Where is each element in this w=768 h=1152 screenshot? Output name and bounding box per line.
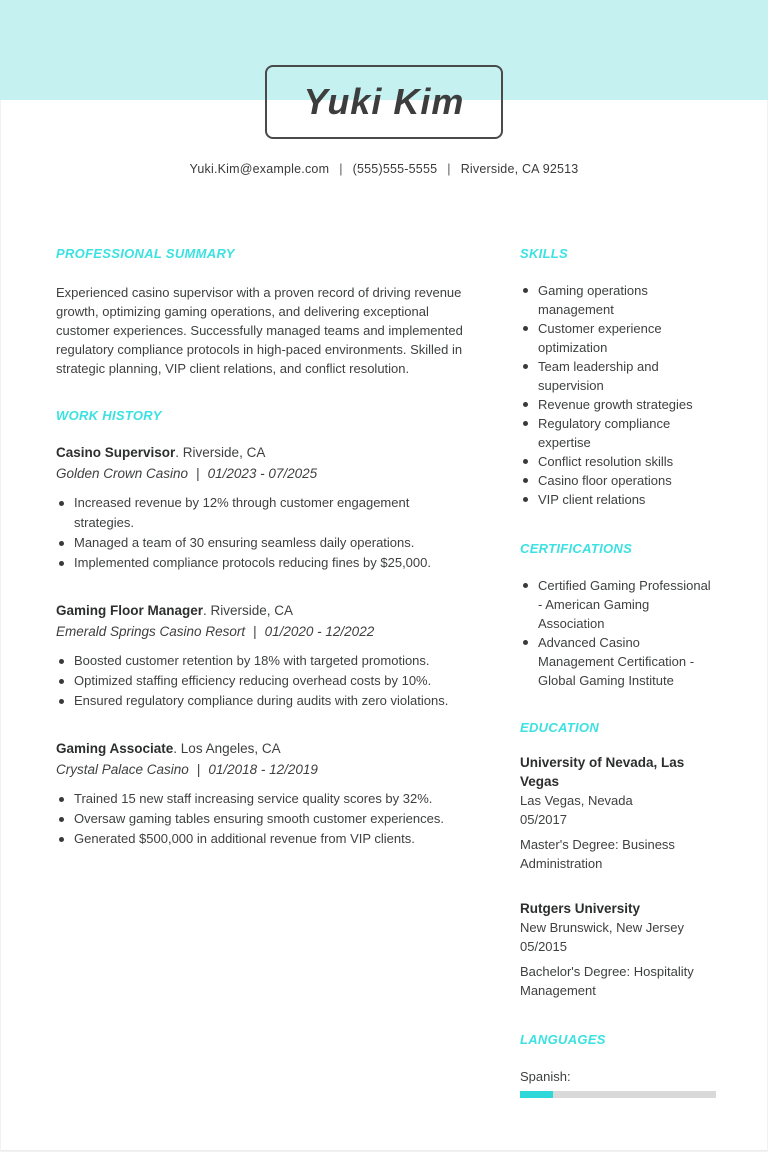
skill-item: Casino floor operations (520, 471, 716, 490)
education-location: Las Vegas, Nevada (520, 793, 633, 808)
education-school: Rutgers University (520, 901, 641, 916)
certification-item: Advanced Casino Management Certification - Global Gaming Institute (520, 633, 716, 690)
job-entry (56, 443, 472, 573)
education-degree: Bachelor's Degree: Hospitality Management (520, 964, 694, 998)
skill-item: Customer experience optimization (520, 319, 716, 357)
job-bullet: Oversaw gaming tables ensuring smooth customer experiences. (56, 809, 472, 829)
job-company-line (56, 760, 472, 779)
section-title-education: EDUCATION (520, 720, 600, 735)
language-item (520, 1067, 716, 1098)
job-bullet-list (56, 651, 472, 711)
job-dates: 01/2023 - 07/2025 (207, 466, 318, 481)
job-bullet: Trained 15 new staff increasing service quality scores by 32%. (56, 789, 472, 809)
education-entry (520, 899, 716, 1000)
job-separator: | (196, 466, 200, 481)
job-title: Gaming Floor Manager (56, 603, 204, 618)
language-proficiency-track (520, 1091, 716, 1098)
language-proficiency-fill (520, 1091, 553, 1098)
job-header (56, 739, 472, 758)
certification-item: Certified Gaming Professional - American Gaming Association (520, 576, 716, 633)
name-box (265, 65, 503, 139)
education-entry (520, 753, 716, 873)
job-entry (56, 601, 472, 711)
job-bullet: Optimized staffing efficiency reducing overhead costs by 10%. (56, 671, 472, 691)
job-location: . Los Angeles, CA (173, 741, 281, 756)
job-bullet: Ensured regulatory compliance during audits with zero violations. (56, 691, 472, 711)
job-separator: | (196, 762, 201, 777)
skill-item: VIP client relations (520, 490, 716, 509)
skill-item: Revenue growth strategies (520, 395, 716, 414)
section-title-professional-summary: PROFESSIONAL SUMMARY (56, 246, 235, 261)
education-school: University of Nevada, Las Vegas (520, 755, 685, 789)
job-company-line (56, 622, 472, 641)
education-date: 05/2015 (520, 939, 567, 954)
job-bullet-list (56, 493, 472, 573)
contact-phone: (555)555-5555 (352, 162, 438, 176)
contact-separator: | (447, 162, 451, 176)
contact-line (0, 162, 768, 176)
contact-email: Yuki.Kim@example.com (189, 162, 330, 176)
skill-item: Team leadership and supervision (520, 357, 716, 395)
skills-list (520, 281, 716, 509)
job-header (56, 601, 472, 620)
skill-item: Regulatory compliance expertise (520, 414, 716, 452)
job-dates: 01/2020 - 12/2022 (264, 624, 375, 639)
job-dates: 01/2018 - 12/2019 (208, 762, 318, 777)
skill-item: Gaming operations management (520, 281, 716, 319)
section-title-work-history: WORK HISTORY (56, 408, 162, 423)
skill-item: Conflict resolution skills (520, 452, 716, 471)
content-columns (0, 246, 768, 1098)
job-header (56, 443, 472, 462)
contact-separator: | (339, 162, 343, 176)
left-column (56, 246, 472, 1098)
job-location: . Riverside, CA (203, 603, 294, 618)
job-location: . Riverside, CA (175, 445, 266, 460)
job-separator: | (253, 624, 257, 639)
section-title-languages: LANGUAGES (520, 1032, 606, 1047)
education-location: New Brunswick, New Jersey (520, 920, 684, 935)
job-bullet: Managed a team of 30 ensuring seamless daily operations. (56, 533, 472, 553)
job-company-line (56, 464, 472, 483)
contact-location: Riverside, CA 92513 (460, 162, 579, 176)
job-title: Gaming Associate (56, 741, 174, 756)
job-bullet: Generated $500,000 in additional revenue from VIP clients. (56, 829, 472, 849)
section-title-certifications: CERTIFICATIONS (520, 541, 633, 556)
job-bullet: Increased revenue by 12% through customer engagement strategies. (56, 493, 472, 533)
job-bullet-list (56, 789, 472, 849)
job-company: Crystal Palace Casino (56, 762, 189, 777)
job-bullet: Boosted customer retention by 18% with targeted promotions. (56, 651, 472, 671)
job-entry (56, 739, 472, 849)
summary-paragraph: Experienced casino supervisor with a proven record of driving revenue growth, optimizing gaming operations, and delivering exceptional customer experiences. Successfully managed teams and implemented regulatory compliance protocols in high-paced environments. Skilled in strategic planning, VIP client relations, and conflict resolution. (56, 285, 463, 376)
certifications-list (520, 576, 716, 690)
job-bullet: Implemented compliance protocols reducing fines by $25,000. (56, 553, 472, 573)
language-name: Spanish: (520, 1069, 571, 1084)
education-date: 05/2017 (520, 812, 567, 827)
job-company: Emerald Springs Casino Resort (56, 624, 246, 639)
job-company: Golden Crown Casino (56, 466, 189, 481)
job-title: Casino Supervisor (56, 445, 176, 460)
education-degree: Master's Degree: Business Administration (520, 837, 675, 871)
candidate-name: Yuki Kim (303, 81, 465, 122)
section-title-skills: SKILLS (520, 246, 569, 261)
right-column (520, 246, 716, 1098)
